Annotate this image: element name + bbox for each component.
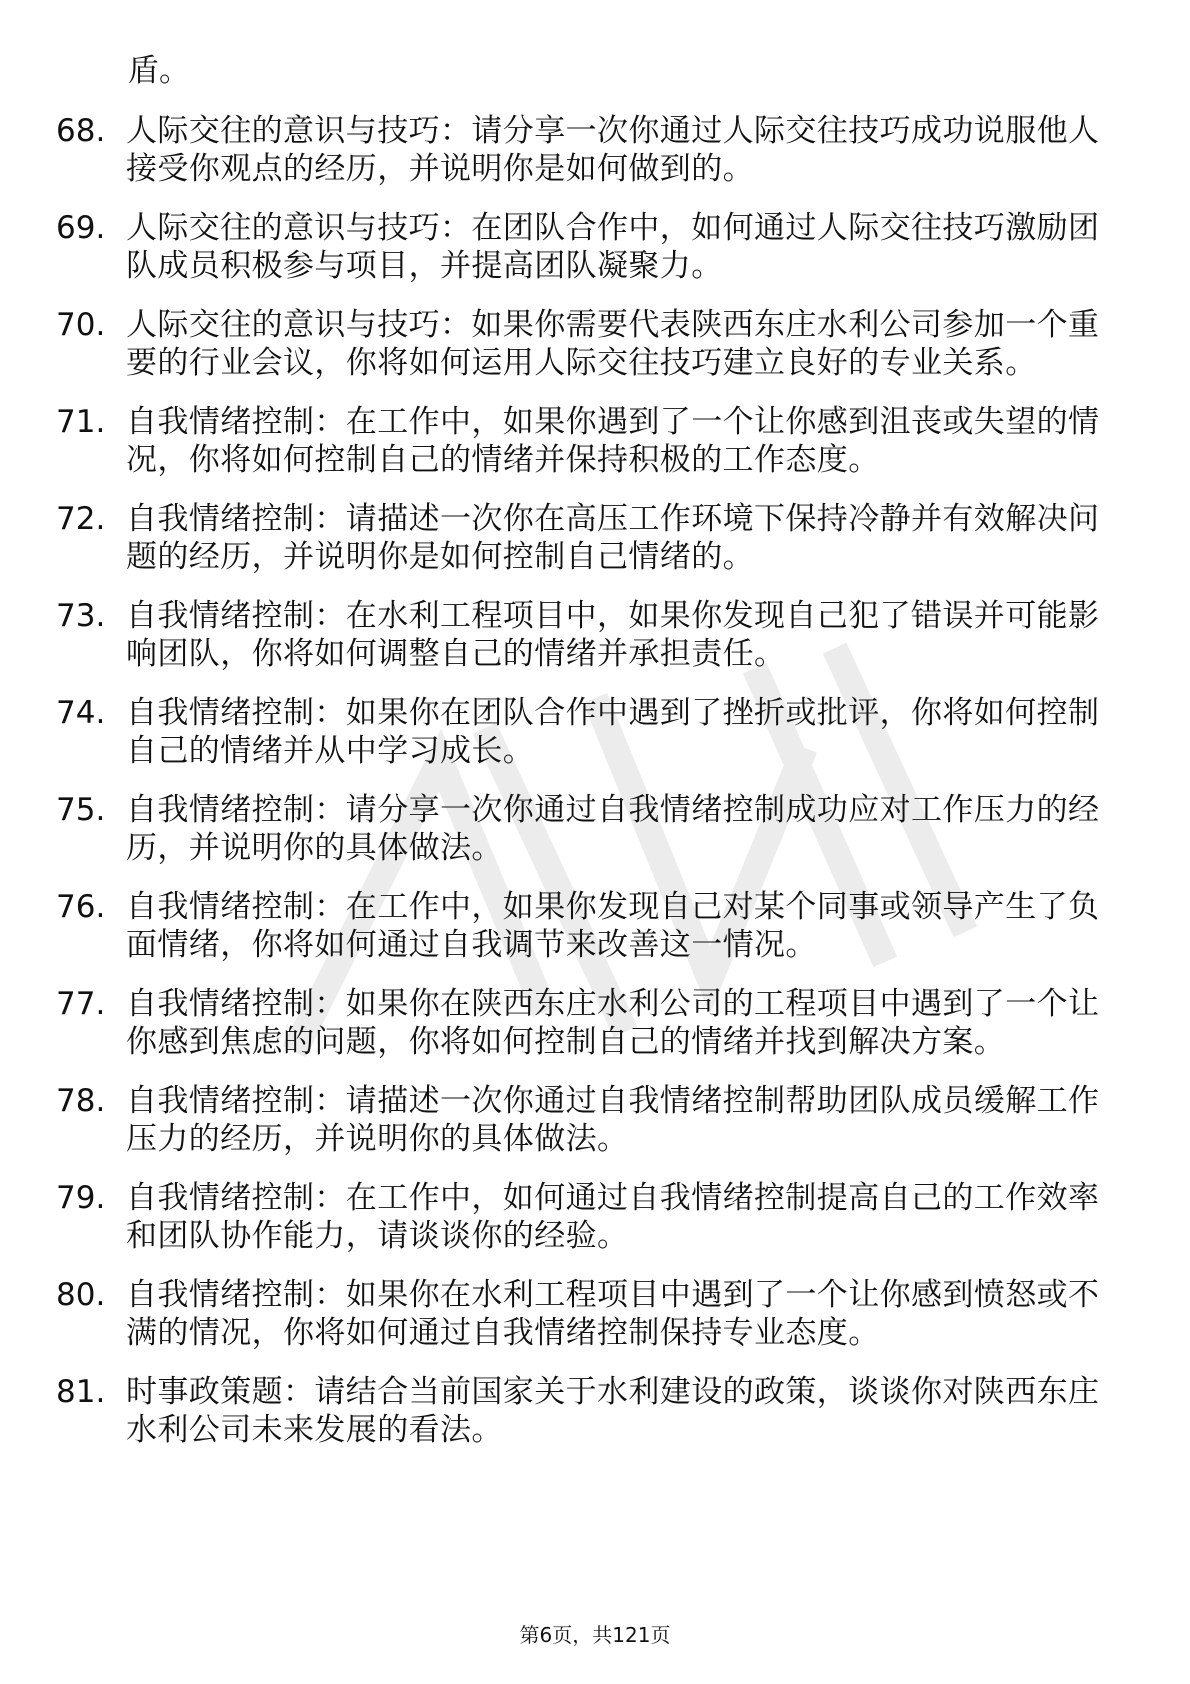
list-item: [56, 403, 1136, 479]
item-text: 时事政策题：请结合当前国家关于水利建设的政策，谈谈你对陕西东庄水利公司未来发展的看法。: [126, 1374, 1100, 1448]
item-text: 自我情绪控制：在工作中，如何通过自我情绪控制提高自己的工作效率和团队协作能力，请谈谈你的经验。: [126, 1180, 1100, 1254]
list-item: [56, 791, 1136, 867]
item-number: 70.: [56, 307, 106, 343]
item-text: 人际交往的意识与技巧：如果你需要代表陕西东庄水利公司参加一个重要的行业会议，你将如何运用人际交往技巧建立良好的专业关系。: [126, 307, 1100, 381]
item-text: 自我情绪控制：如果你在陕西东庄水利公司的工程项目中遇到了一个让你感到焦虑的问题，你将如何控制自己的情绪并找到解决方案。: [126, 986, 1100, 1060]
item-text: 自我情绪控制：在水利工程项目中，如果你发现自己犯了错误并可能影响团队，你将如何调整自己的情绪并承担责任。: [126, 598, 1100, 672]
item-number: 71.: [56, 404, 106, 440]
list-item: [56, 985, 1136, 1061]
item-text: 自我情绪控制：请描述一次你在高压工作环境下保持冷静并有效解决问题的经历，并说明你是如何控制自己情绪的。: [126, 501, 1100, 575]
item-number: 77.: [56, 986, 106, 1022]
page-footer: 第6页，共121页: [519, 1623, 671, 1647]
item-number: 69.: [56, 210, 106, 246]
list-item: [56, 209, 1136, 285]
item-number: 68.: [56, 113, 106, 149]
item-text: 人际交往的意识与技巧：请分享一次你通过人际交往技巧成功说服他人接受你观点的经历，并说明你是如何做到的。: [126, 113, 1100, 187]
list-item: [56, 1373, 1136, 1449]
list-item: [56, 694, 1136, 770]
list-item: [56, 1082, 1136, 1158]
item-number: 78.: [56, 1083, 106, 1119]
item-number: 72.: [56, 501, 106, 537]
item-number: 76.: [56, 889, 106, 925]
item-number: 74.: [56, 695, 106, 731]
item-number: 80.: [56, 1277, 106, 1313]
item-number: 73.: [56, 598, 106, 634]
item-text: 人际交往的意识与技巧：在团队合作中，如何通过人际交往技巧激励团队成员积极参与项目，并提高团队凝聚力。: [126, 210, 1100, 284]
item-text: 自我情绪控制：在工作中，如果你遇到了一个让你感到沮丧或失望的情况，你将如何控制自己的情绪并保持积极的工作态度。: [126, 404, 1100, 478]
item-text: 自我情绪控制：如果你在团队合作中遇到了挫折或批评，你将如何控制自己的情绪并从中学习成长。: [126, 695, 1100, 769]
item-number: 81.: [56, 1374, 106, 1410]
list-item: [56, 1276, 1136, 1352]
item-text: 自我情绪控制：请分享一次你通过自我情绪控制成功应对工作压力的经历，并说明你的具体做法。: [126, 792, 1100, 866]
list-item: [56, 306, 1136, 382]
item-text: 自我情绪控制：在工作中，如果你发现自己对某个同事或领导产生了负面情绪，你将如何通过自我调节来改善这一情况。: [126, 889, 1100, 963]
continuation-text: 盾。: [128, 53, 190, 89]
list-item: [56, 1179, 1136, 1255]
item-number: 75.: [56, 792, 106, 828]
item-text: 自我情绪控制：请描述一次你通过自我情绪控制帮助团队成员缓解工作压力的经历，并说明你的具体做法。: [126, 1083, 1100, 1157]
list-item: [56, 888, 1136, 964]
list-item: [56, 597, 1136, 673]
item-number: 79.: [56, 1180, 106, 1216]
list-item: [56, 112, 1136, 188]
question-list: [56, 112, 1136, 1470]
list-item: [56, 500, 1136, 576]
item-text: 自我情绪控制：如果你在水利工程项目中遇到了一个让你感到愤怒或不满的情况，你将如何通过自我情绪控制保持专业态度。: [126, 1277, 1100, 1351]
